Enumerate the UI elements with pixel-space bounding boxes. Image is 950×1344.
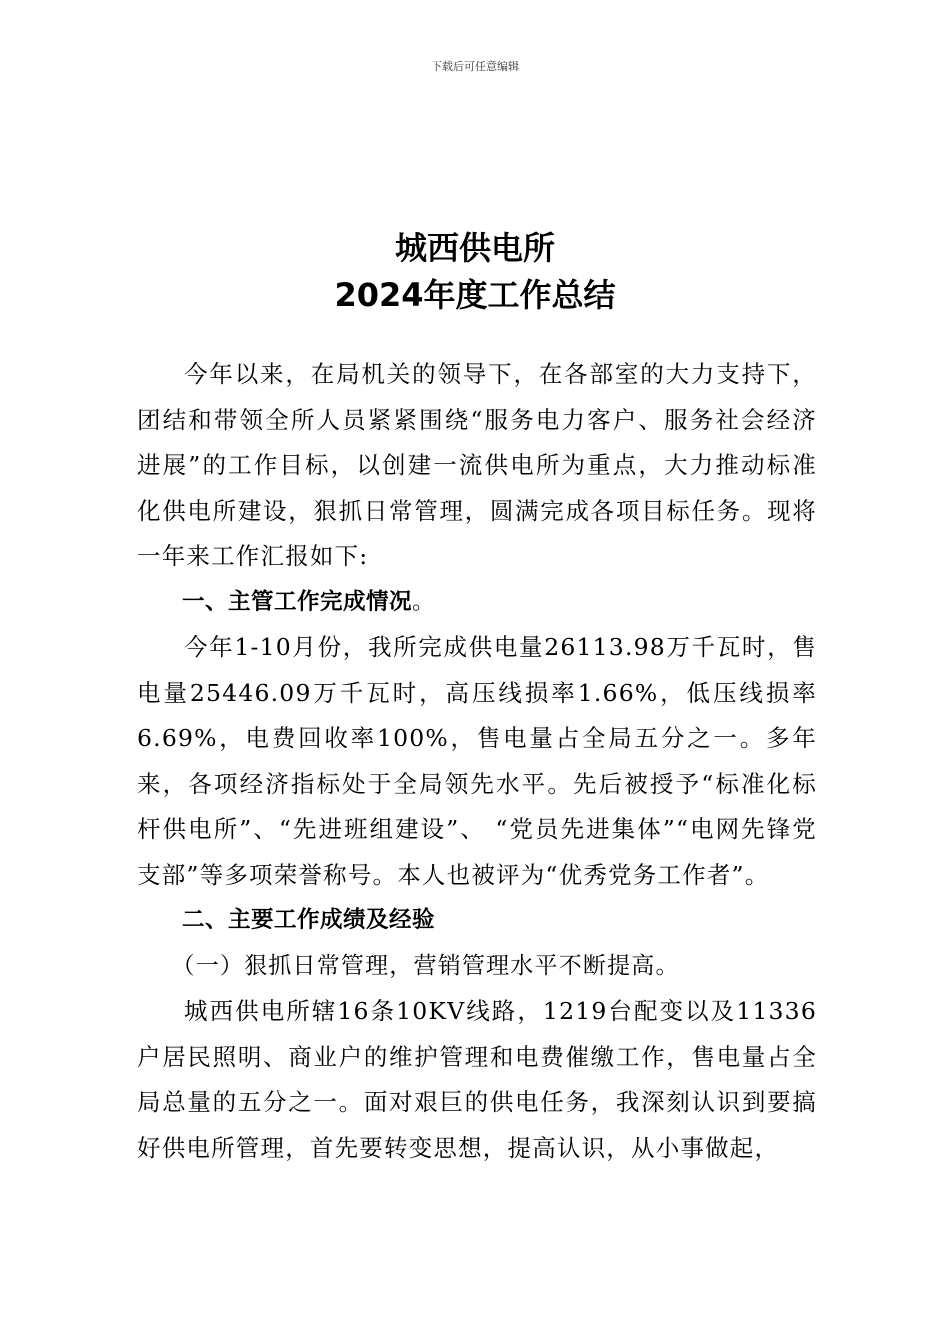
- document-body: [137, 352, 817, 1171]
- header-note: 下载后可任意编辑: [431, 60, 519, 73]
- section2-heading: 二、主要工作成绩及经验: [182, 907, 436, 933]
- subsection1-heading: （一）狠抓日常管理，营销管理水平不断提高。: [171, 952, 680, 979]
- document-title-line1: 城西供电所: [394, 229, 555, 267]
- section1-paragraph: 今年1-10月份，我所完成供电量26113.98万千瓦时，售电量25446.09万千瓦时，高压线损率1.66%，低压线损率6.69%，电费回收率100%，售电量占全局五分之一。多年来，各项经济指标处于全局领先水平。先后被授予“标准化标杆供电所”、“先进班组建设”、 “党员先进集体”“电网先锋党支部”等多项荣誉称号。本人也被评为“优秀党务工作者”。: [137, 633, 817, 889]
- document-title-line2: 2024年度工作总结: [334, 276, 616, 314]
- section1-heading: [137, 580, 817, 626]
- intro-paragraph: 今年以来，在局机关的领导下，在各部室的大力支持下，团结和带领全所人员紧紧围绕“服务电力客户、服务社会经济进展”的工作目标，以创建一流供电所为重点，大力推动标准化供电所建设，狠抓日常管理，圆满完成各项目标任务。现将一年来工作汇报如下:: [137, 360, 817, 570]
- section1-heading-trail: 。: [412, 588, 436, 615]
- section1-heading-text: 一、主管工作完成情况: [182, 588, 413, 615]
- subsection1-paragraph: 城西供电所辖16条10KV线路，1219台配变以及11336户居民照明、商业户的维护管理和电费催缴工作，售电量占全局总量的五分之一。面对艰巨的供电任务，我深刻认识到要搞好供电所管理，首先要转变思想，提高认识，从小事做起，: [137, 997, 817, 1162]
